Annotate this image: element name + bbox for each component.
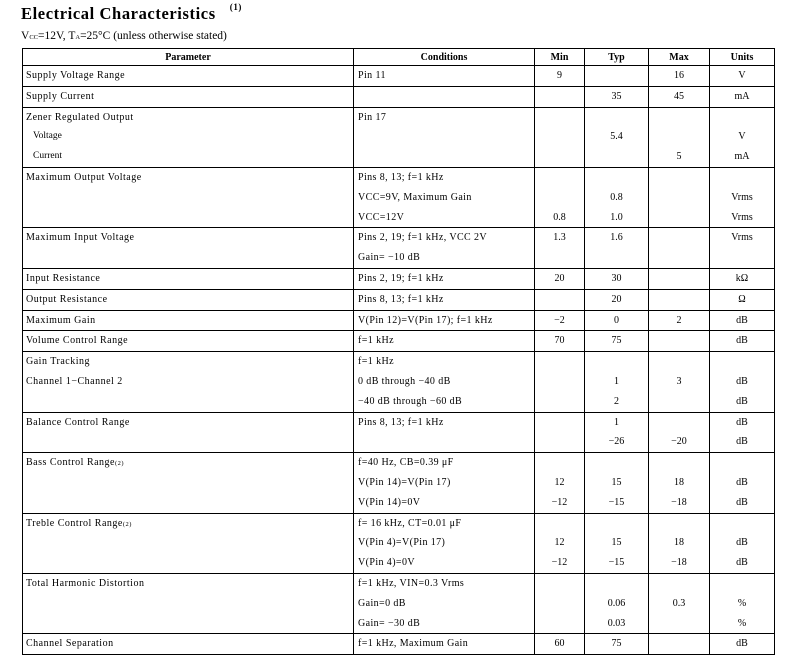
table-row [23, 289, 775, 310]
cell-line: 0.06 [607, 597, 626, 609]
cell-line [535, 248, 584, 268]
max-cell [649, 167, 710, 227]
parameter-cell [23, 634, 354, 655]
min-cell [535, 352, 585, 412]
max-cell [649, 634, 710, 655]
cell-line [535, 594, 584, 614]
cell-line: kΩ [735, 272, 749, 284]
cell-line [535, 168, 584, 188]
typ-cell [585, 167, 649, 227]
cell-line: 0 dB through −40 dB [358, 375, 451, 387]
cell-line [23, 248, 353, 268]
cell-line [710, 574, 774, 594]
cell-line [535, 372, 584, 392]
min-cell [535, 289, 585, 310]
conditions-cell [354, 310, 535, 331]
title-footnote-ref: (1) [229, 1, 243, 12]
cell-line: Pins 2, 19; f=1 kHz [358, 272, 444, 284]
cell-line: f=1 kHz [358, 335, 394, 347]
cell-line: −18 [671, 557, 687, 569]
cell-line [23, 594, 353, 614]
table-row [23, 228, 775, 269]
table-row [23, 412, 775, 453]
table-row [23, 310, 775, 331]
cell-line [535, 432, 584, 452]
cell-line: Bass Control Range(2) [26, 457, 125, 469]
conditions-cell [354, 573, 535, 633]
max-cell [649, 86, 710, 107]
max-cell [649, 228, 710, 269]
cell-line [649, 331, 709, 351]
cell-line: Voltage [33, 131, 62, 142]
header-units: Units [710, 49, 775, 66]
cell-line [535, 514, 584, 534]
cell-line: Pins 8, 13; f=1 kHz [358, 171, 444, 183]
parameter-cell [23, 228, 354, 269]
conditions-cell [354, 268, 535, 289]
units-cell [710, 412, 775, 453]
cell-line: V [738, 70, 746, 81]
cell-line: 18 [674, 537, 684, 549]
cell-line: Total Harmonic Distortion [26, 577, 145, 589]
cell-line: f=1 kHz [358, 356, 394, 368]
cell-line: Zener Regulated Output [26, 111, 134, 123]
cell-line: −2 [554, 314, 565, 326]
cell-line: 16 [674, 70, 684, 81]
cell-line: Output Resistance [26, 293, 108, 305]
cell-line [649, 269, 709, 289]
cell-line: Maximum Input Voltage [26, 232, 135, 244]
cell-line [535, 574, 584, 594]
units-cell [710, 573, 775, 633]
cell-line [649, 392, 709, 412]
cell-line: 35 [611, 90, 622, 102]
cell-line: 3 [676, 375, 682, 387]
typ-cell [585, 268, 649, 289]
table-row [23, 167, 775, 227]
units-cell [710, 107, 775, 167]
cell-line: 0 [614, 314, 619, 326]
min-cell [535, 107, 585, 167]
cell-line: dB [736, 375, 748, 387]
parameter-cell [23, 513, 354, 573]
cell-line: −20 [671, 436, 687, 448]
cell-line: −15 [608, 557, 625, 569]
cell-line: f=1 kHz, VIN=0.3 Vrms [358, 577, 465, 589]
parameter-cell [23, 412, 354, 453]
cell-line: Volume Control Range [26, 335, 129, 347]
cell-line: Input Resistance [26, 272, 101, 284]
units-cell [710, 167, 775, 227]
cell-line: −12 [551, 496, 568, 508]
cell-line [585, 147, 648, 167]
cell-line [649, 413, 709, 433]
cell-line [649, 634, 709, 654]
conditions-cell [354, 453, 535, 513]
cell-line [710, 108, 774, 128]
cell-line: Maximum Output Voltage [26, 171, 142, 183]
cell-line: Vrms [731, 211, 753, 223]
typ-cell [585, 412, 649, 453]
max-cell [649, 310, 710, 331]
cell-line: 12 [554, 537, 565, 549]
cell-line: 0.3 [672, 597, 686, 609]
cell-line: dB [736, 476, 748, 488]
conditions-cell [354, 66, 535, 87]
conditions-cell [354, 86, 535, 107]
min-cell [535, 634, 585, 655]
cell-line: 70 [554, 335, 565, 347]
parameter-cell [23, 352, 354, 412]
cell-line [649, 208, 709, 228]
table-row [23, 573, 775, 633]
cell-line: Pins 8, 13; f=1 kHz [358, 416, 444, 428]
max-cell [649, 352, 710, 412]
typ-cell [585, 634, 649, 655]
units-cell [710, 331, 775, 352]
cell-line: V(Pin 14)=V(Pin 17) [358, 476, 451, 488]
min-cell [535, 513, 585, 573]
units-cell [710, 634, 775, 655]
cell-line [354, 147, 534, 167]
cell-line: Gain=0 dB [358, 597, 406, 609]
page-title: Electrical Characteristics $^{(1)}$ [21, 1, 243, 23]
conditions-cell [354, 412, 535, 453]
cell-line [649, 188, 709, 208]
cell-line: Gain= −30 dB [358, 617, 421, 629]
cell-line [535, 147, 584, 167]
cell-line: Pin 11 [358, 70, 386, 81]
cell-line [585, 66, 648, 86]
table-body [23, 66, 775, 655]
cell-line [23, 208, 353, 228]
header-min: Min [535, 49, 585, 66]
cell-line: Gain Tracking [26, 356, 90, 368]
header-max: Max [649, 49, 710, 66]
cell-line: 9 [557, 70, 562, 81]
header-typ: Typ [585, 49, 649, 66]
units-cell [710, 66, 775, 87]
cell-line: V(Pin 12)=V(Pin 17); f=1 kHz [358, 314, 493, 326]
cell-line: V(Pin 14)=0V [358, 496, 421, 508]
cell-line: 12 [554, 476, 565, 488]
parameter-cell [23, 107, 354, 167]
cell-line [535, 290, 584, 310]
electrical-characteristics-table [22, 48, 775, 655]
cell-line: 1.0 [610, 211, 623, 223]
cell-line [649, 453, 709, 473]
cell-line [585, 352, 648, 372]
cell-line: −12 [551, 557, 568, 569]
cell-line: 2 [676, 314, 682, 326]
cell-line: Pins 2, 19; f=1 kHz, VCC 2V [358, 232, 488, 244]
units-cell [710, 268, 775, 289]
units-cell [710, 289, 775, 310]
cell-line: 15 [611, 537, 622, 549]
cell-line [23, 553, 353, 573]
typ-cell [585, 289, 649, 310]
min-cell [535, 86, 585, 107]
parameter-cell [23, 268, 354, 289]
cell-line [535, 127, 584, 147]
min-cell [535, 167, 585, 227]
conditions-cell [354, 107, 535, 167]
table-row [23, 513, 775, 573]
table-row [23, 86, 775, 107]
min-cell [535, 573, 585, 633]
cell-line: dB [736, 335, 748, 347]
cell-line [649, 108, 709, 128]
parameter-cell [23, 331, 354, 352]
typ-cell [585, 573, 649, 633]
cell-line [649, 248, 709, 268]
cell-line: dB [736, 314, 748, 326]
min-cell [535, 453, 585, 513]
cell-line: Supply Voltage Range [26, 70, 126, 81]
cell-line: Pins 8, 13; f=1 kHz [358, 293, 444, 305]
table-row [23, 268, 775, 289]
cell-line: Current [33, 151, 63, 162]
cell-line: dB [736, 436, 748, 448]
max-cell [649, 331, 710, 352]
cell-line: 20 [554, 272, 565, 284]
cell-line [649, 127, 709, 147]
parameter-cell [23, 66, 354, 87]
conditions-cell [354, 228, 535, 269]
max-cell [649, 453, 710, 513]
header-conditions: Conditions [354, 49, 535, 66]
cell-line [535, 392, 584, 412]
conditions-cell [354, 634, 535, 655]
cell-line: 18 [674, 476, 684, 488]
cell-line [535, 87, 584, 107]
typ-cell [585, 310, 649, 331]
table-header-row [23, 49, 775, 66]
cell-line: 1 [614, 375, 619, 387]
parameter-cell [23, 86, 354, 107]
cell-line: Maximum Gain [26, 314, 96, 326]
cell-line: mA [734, 90, 750, 102]
cell-line [23, 392, 353, 412]
cell-line [354, 87, 534, 107]
cell-line: dB [736, 557, 748, 569]
conditions-cell [354, 167, 535, 227]
typ-cell [585, 331, 649, 352]
cell-line [535, 108, 584, 128]
min-cell [535, 310, 585, 331]
max-cell [649, 412, 710, 453]
cell-line [23, 473, 353, 493]
parameter-cell [23, 573, 354, 633]
cell-line: Pin 17 [358, 111, 387, 123]
cell-line: V [738, 131, 746, 143]
cell-line: 60 [554, 638, 565, 650]
cell-line: 0.8 [610, 191, 623, 203]
cell-line: VCC=12V [358, 211, 405, 223]
cell-line [535, 413, 584, 433]
max-cell [649, 66, 710, 87]
cell-line: f= 16 kHz, CT=0.01 μF [358, 517, 462, 529]
cell-line: 5 [676, 151, 682, 163]
min-cell [535, 228, 585, 269]
cell-line: 15 [611, 476, 622, 488]
cell-line: −18 [671, 496, 687, 508]
cell-line: Treble Control Range(2) [26, 517, 132, 529]
cell-line: % [737, 597, 747, 609]
parameter-cell [23, 289, 354, 310]
min-cell [535, 331, 585, 352]
cell-line: 20 [611, 293, 622, 305]
cell-line: Ω [738, 293, 746, 305]
cell-line: Channel 1−Channel 2 [26, 375, 123, 387]
units-cell [710, 86, 775, 107]
cell-line: Vrms [731, 191, 753, 203]
units-cell [710, 310, 775, 331]
units-cell [710, 352, 775, 412]
cell-line: dB [736, 416, 748, 428]
typ-cell [585, 86, 649, 107]
cell-line [649, 290, 709, 310]
conditions-cell [354, 513, 535, 573]
cell-line: V(Pin 4)=V(Pin 17) [358, 537, 446, 549]
cell-line [585, 574, 648, 594]
cell-line [535, 352, 584, 372]
cell-line: Vrms [731, 232, 753, 244]
cell-line [535, 614, 584, 634]
cell-line [23, 614, 353, 634]
cell-line: dB [736, 537, 748, 549]
cell-line: −40 dB through −60 dB [358, 395, 463, 407]
table-row [23, 352, 775, 412]
max-cell [649, 268, 710, 289]
typ-cell [585, 66, 649, 87]
typ-cell [585, 453, 649, 513]
cell-line: 0.8 [553, 211, 566, 223]
conditions-cell [354, 289, 535, 310]
min-cell [535, 66, 585, 87]
parameter-cell [23, 310, 354, 331]
cell-line [649, 352, 709, 372]
cell-line: 0.03 [607, 617, 626, 629]
typ-cell [585, 228, 649, 269]
cell-line [710, 453, 774, 473]
cell-line [23, 493, 353, 513]
units-cell [710, 453, 775, 513]
min-cell [535, 412, 585, 453]
cell-line [710, 352, 774, 372]
cell-line [649, 168, 709, 188]
cell-line: dB [736, 496, 748, 508]
cell-line: dB [736, 395, 748, 407]
cell-line [649, 228, 709, 248]
units-cell [710, 228, 775, 269]
cell-line: 5.4 [610, 131, 623, 143]
footnote-ref: (2) [115, 460, 125, 468]
cell-line [649, 614, 709, 634]
cell-line: VCC=9V, Maximum Gain [358, 191, 472, 203]
cell-line: 75 [611, 335, 622, 347]
cell-line: f=40 Hz, CB=0.39 μF [358, 457, 454, 469]
cell-line [710, 514, 774, 534]
min-cell [535, 268, 585, 289]
cell-line [585, 168, 648, 188]
table-row [23, 453, 775, 513]
cell-line: 30 [611, 272, 622, 284]
cell-line: dB [736, 638, 748, 650]
max-cell [649, 573, 710, 633]
cell-line: 75 [611, 638, 622, 650]
conditions-cell [354, 352, 535, 412]
footnote-ref: (2) [122, 520, 132, 528]
cell-line [585, 108, 648, 128]
cell-line: f=1 kHz, Maximum Gain [358, 638, 469, 650]
cell-line [649, 514, 709, 534]
parameter-cell [23, 167, 354, 227]
conditions-cell [354, 331, 535, 352]
cell-line [710, 168, 774, 188]
typ-cell [585, 352, 649, 412]
cell-line [585, 248, 648, 268]
typ-cell [585, 513, 649, 573]
cell-line [585, 514, 648, 534]
table-row [23, 66, 775, 87]
cell-line [649, 574, 709, 594]
typ-cell [585, 107, 649, 167]
cell-line: 1.3 [553, 232, 566, 244]
cell-line [354, 432, 534, 452]
cell-line: −26 [608, 436, 625, 448]
header-parameter: Parameter [23, 49, 354, 66]
cell-line [535, 188, 584, 208]
cell-line [535, 453, 584, 473]
cell-line [354, 127, 534, 147]
table-row [23, 107, 775, 167]
cell-line [23, 533, 353, 553]
cell-line: % [737, 617, 747, 629]
cell-line [585, 453, 648, 473]
table-row [23, 634, 775, 655]
max-cell [649, 513, 710, 573]
cell-line: Balance Control Range [26, 416, 130, 428]
units-cell [710, 513, 775, 573]
cell-line: Gain= −10 dB [358, 252, 421, 264]
cell-line: 1 [614, 416, 619, 428]
cell-line [23, 188, 353, 208]
max-cell [649, 289, 710, 310]
cell-line: V(Pin 4)=0V [358, 557, 415, 569]
cell-line [710, 248, 774, 268]
cell-line: Supply Current [26, 90, 95, 102]
cell-line: 45 [674, 90, 684, 102]
cell-line: Channel Separation [26, 638, 114, 650]
cell-line [23, 432, 353, 452]
table-row [23, 331, 775, 352]
cell-line: 2 [614, 395, 619, 407]
cell-line: −15 [608, 496, 625, 508]
test-conditions-note: VCC=12V, TA=25°C (unless otherwise stated) [21, 30, 227, 42]
max-cell [649, 107, 710, 167]
parameter-cell [23, 453, 354, 513]
cell-line: 1.6 [610, 232, 623, 244]
cell-line: mA [734, 151, 750, 163]
